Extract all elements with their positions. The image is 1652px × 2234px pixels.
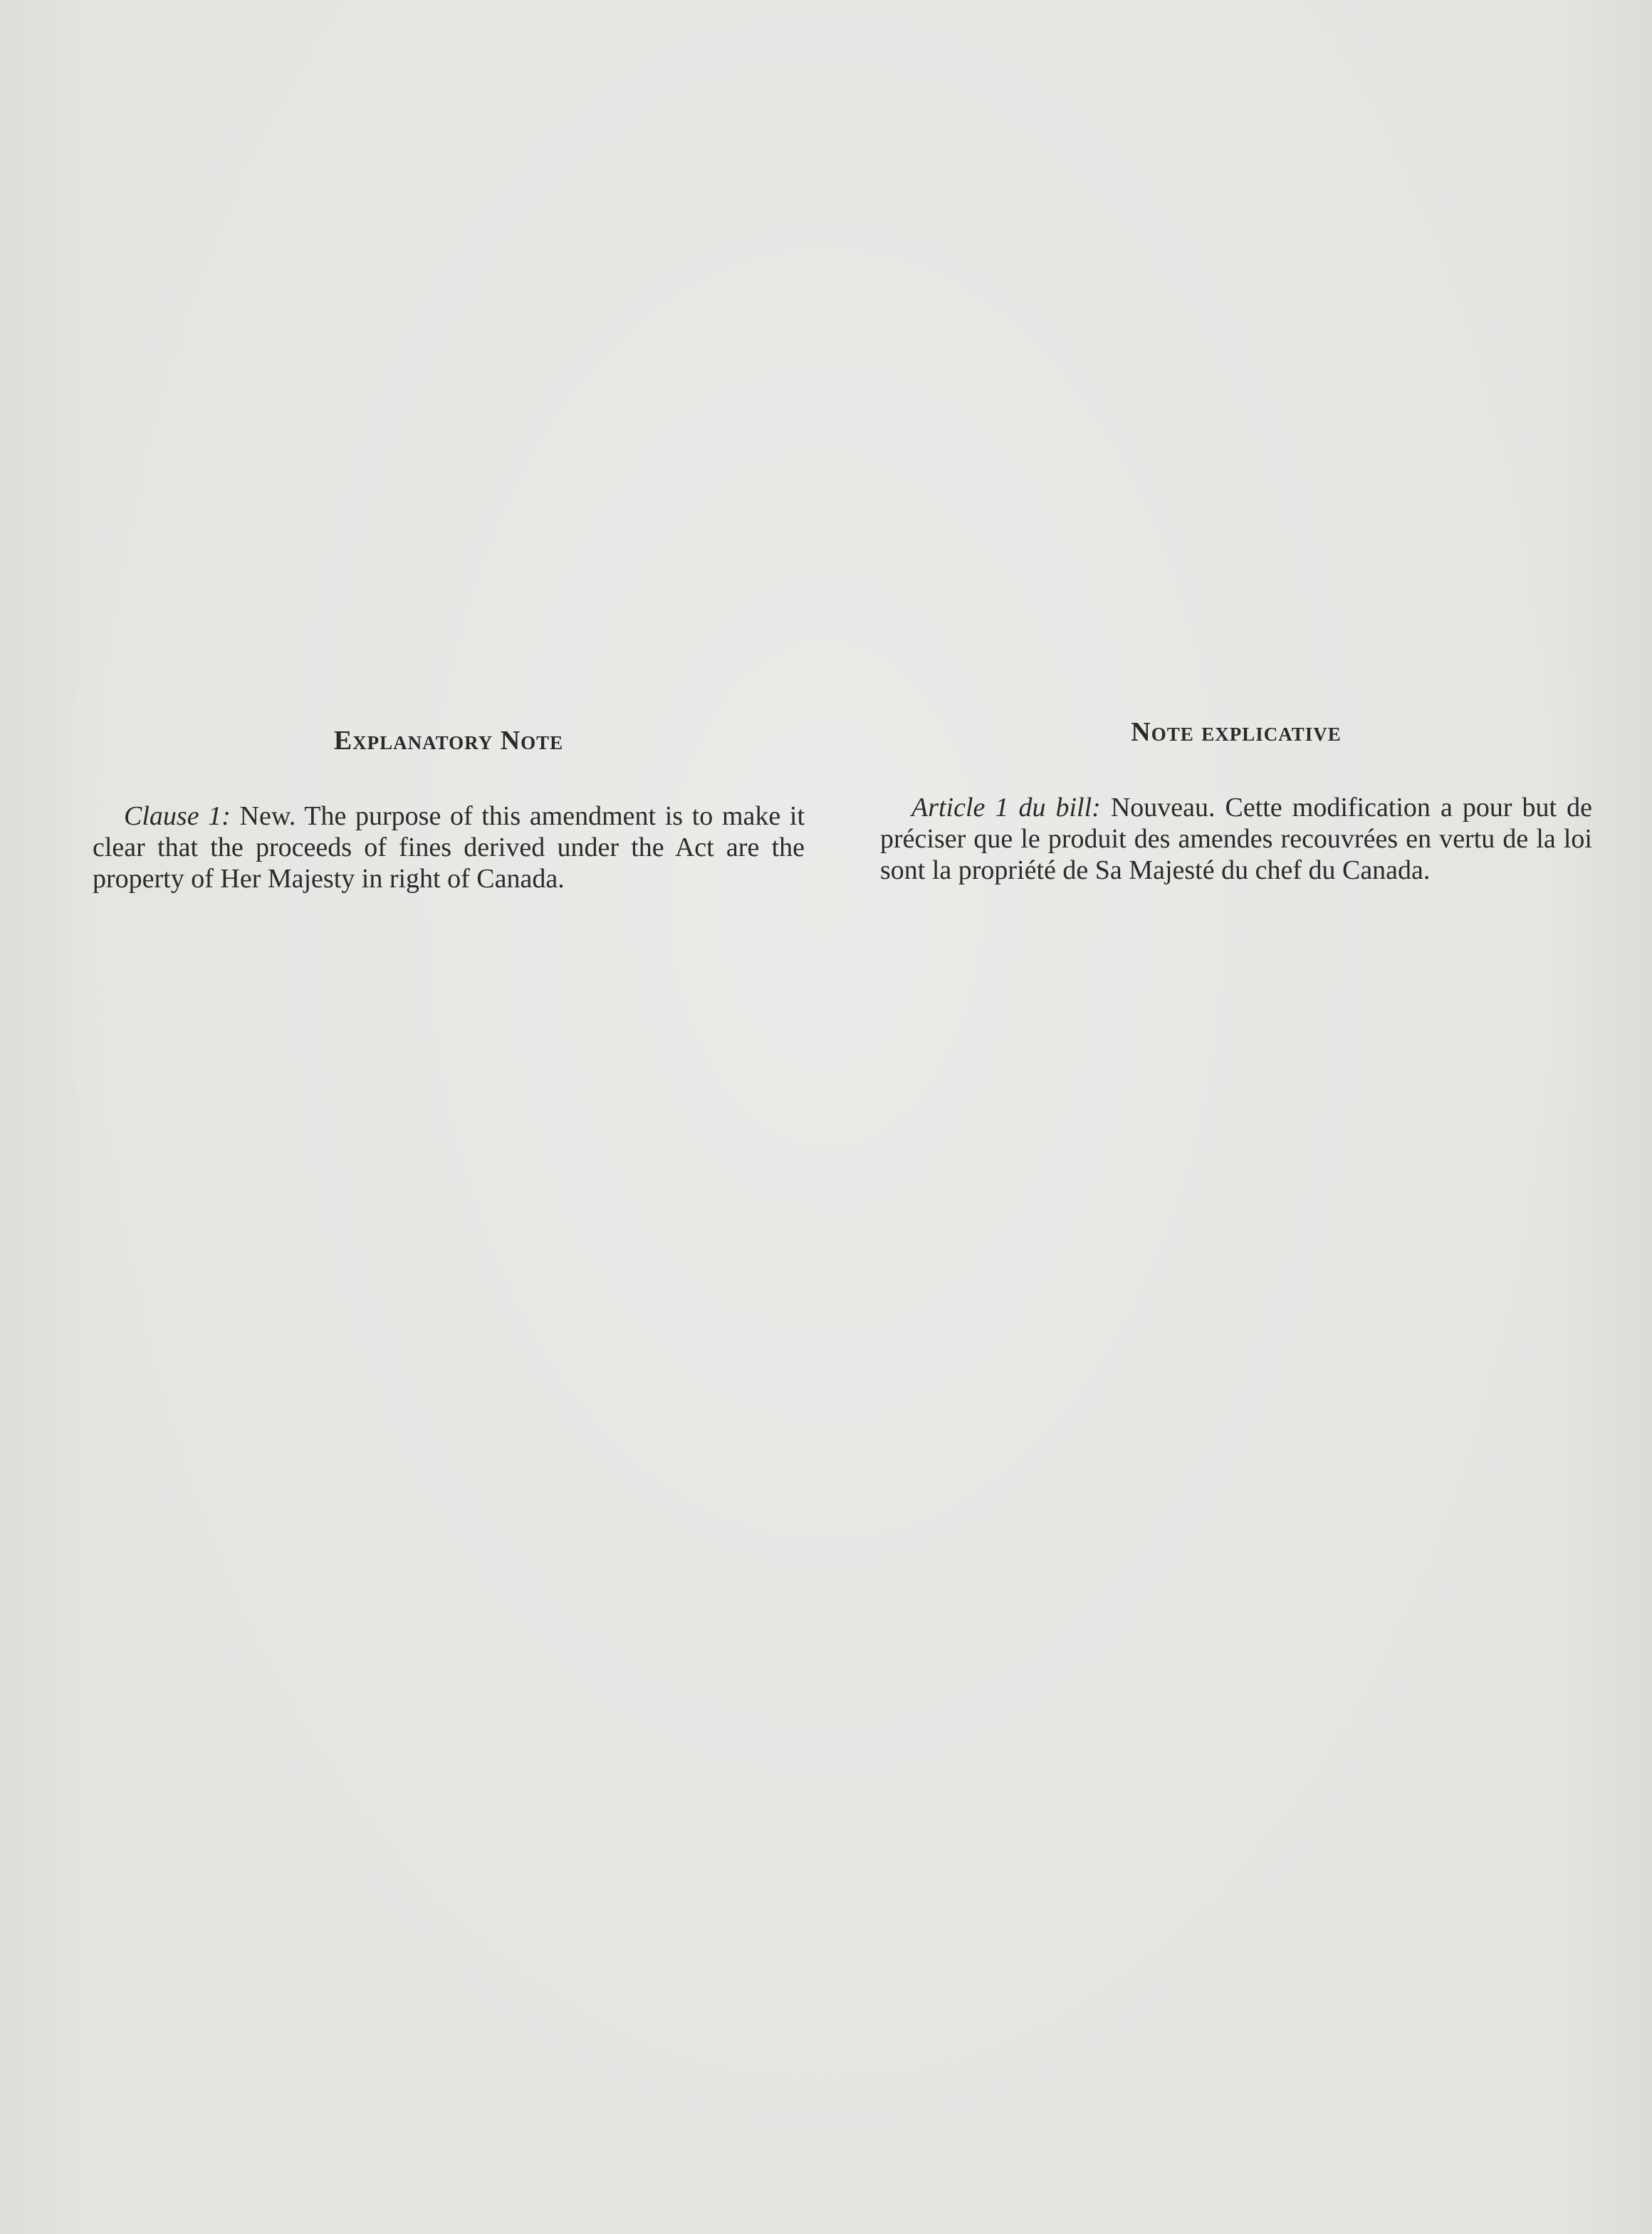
french-paragraph bbox=[880, 792, 1592, 886]
english-clause-label: Clause 1: bbox=[124, 801, 231, 831]
french-explanatory-note bbox=[880, 717, 1592, 886]
french-heading: Note explicative bbox=[1131, 717, 1342, 747]
english-paragraph bbox=[93, 800, 805, 894]
french-body-text: Nouveau. Cette modification a pour but de préciser que le produit des amendes recouvrées en vertu de la loi sont la propriété de Sa Majesté du chef du Canada. bbox=[880, 793, 1592, 885]
english-explanatory-note bbox=[93, 725, 805, 894]
english-body-text: New. The purpose of this amendment is to make it clear that the proceeds of fines derived under the Act are the property of Her Majesty in right of Canada. bbox=[93, 801, 805, 894]
french-article-label: Article 1 du bill: bbox=[911, 793, 1101, 823]
english-heading: Explanatory Note bbox=[333, 726, 564, 756]
